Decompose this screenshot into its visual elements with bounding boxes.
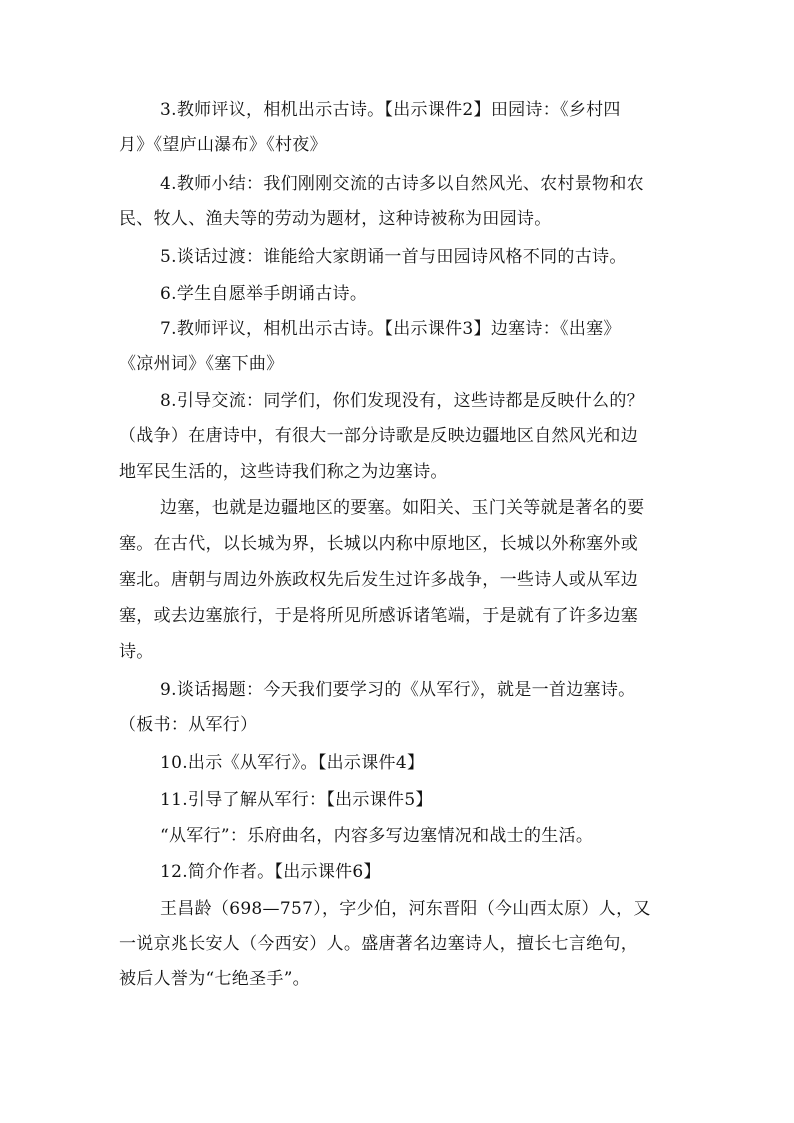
- text-line: 塞，或去边塞旅行，于是将所见所感诉诸笔端，于是就有了许多边塞: [119, 606, 638, 626]
- text-line: “从军行”：乐府曲名，内容多写边塞情况和战士的生活。: [160, 826, 594, 846]
- text-line: 12.简介作者。【出示课件6】: [160, 862, 381, 882]
- text-line: 边塞，也就是边疆地区的要塞。如阳关、玉门关等就是著名的要: [160, 498, 645, 518]
- text-line: 11.引导了解从军行：【出示课件5】: [160, 790, 433, 810]
- text-line: 《凉州词》《塞下曲》: [119, 354, 284, 374]
- text-line: 民、牧人、渔夫等的劳动为题材，这种诗被称为田园诗。: [119, 209, 552, 229]
- text-line: 诗。: [119, 642, 154, 662]
- text-line: 3.教师评议，相机出示古诗。【出示课件2】田园诗：《乡村四: [160, 100, 621, 120]
- text-line: 王昌龄（698—757），字少伯，河东晋阳（今山西太原）人，又: [160, 899, 651, 919]
- text-line: 地军民生活的，这些诗我们称之为边塞诗。: [119, 462, 448, 482]
- text-line: 5.谈话过渡：谁能给大家朗诵一首与田园诗风格不同的古诗。: [160, 247, 627, 267]
- text-line: 塞。在古代，以长城为界，长城以内称中原地区，长城以外称塞外或: [119, 534, 638, 554]
- text-line: （板书：从军行）: [119, 715, 258, 735]
- text-line: 10.出示《从军行》。【出示课件4】: [160, 753, 425, 773]
- text-line: 9.谈话揭题：今天我们要学习的《从军行》，就是一首边塞诗。: [160, 680, 636, 700]
- text-line: 8.引导交流：同学们，你们发现没有，这些诗都是反映什么的？: [160, 391, 644, 411]
- text-line: 6.学生自愿举手朗诵古诗。: [160, 284, 368, 304]
- text-line: （战争）在唐诗中，有很大一部分诗歌是反映边疆地区自然风光和边: [119, 426, 638, 446]
- text-line: 7.教师评议，相机出示古诗。【出示课件3】边塞诗：《出塞》: [160, 319, 621, 339]
- text-line: 4.教师小结：我们刚刚交流的古诗多以自然风光、农村景物和农: [160, 174, 644, 194]
- text-line: 被后人誉为“七绝圣手”。: [119, 969, 310, 989]
- text-line: 一说京兆长安人（今西安）人。盛唐著名边塞诗人，擅长七言绝句，: [119, 934, 638, 954]
- text-line: 月》《望庐山瀑布》《村夜》: [119, 135, 327, 155]
- text-line: 塞北。唐朝与周边外族政权先后发生过许多战争，一些诗人或从军边: [119, 570, 638, 590]
